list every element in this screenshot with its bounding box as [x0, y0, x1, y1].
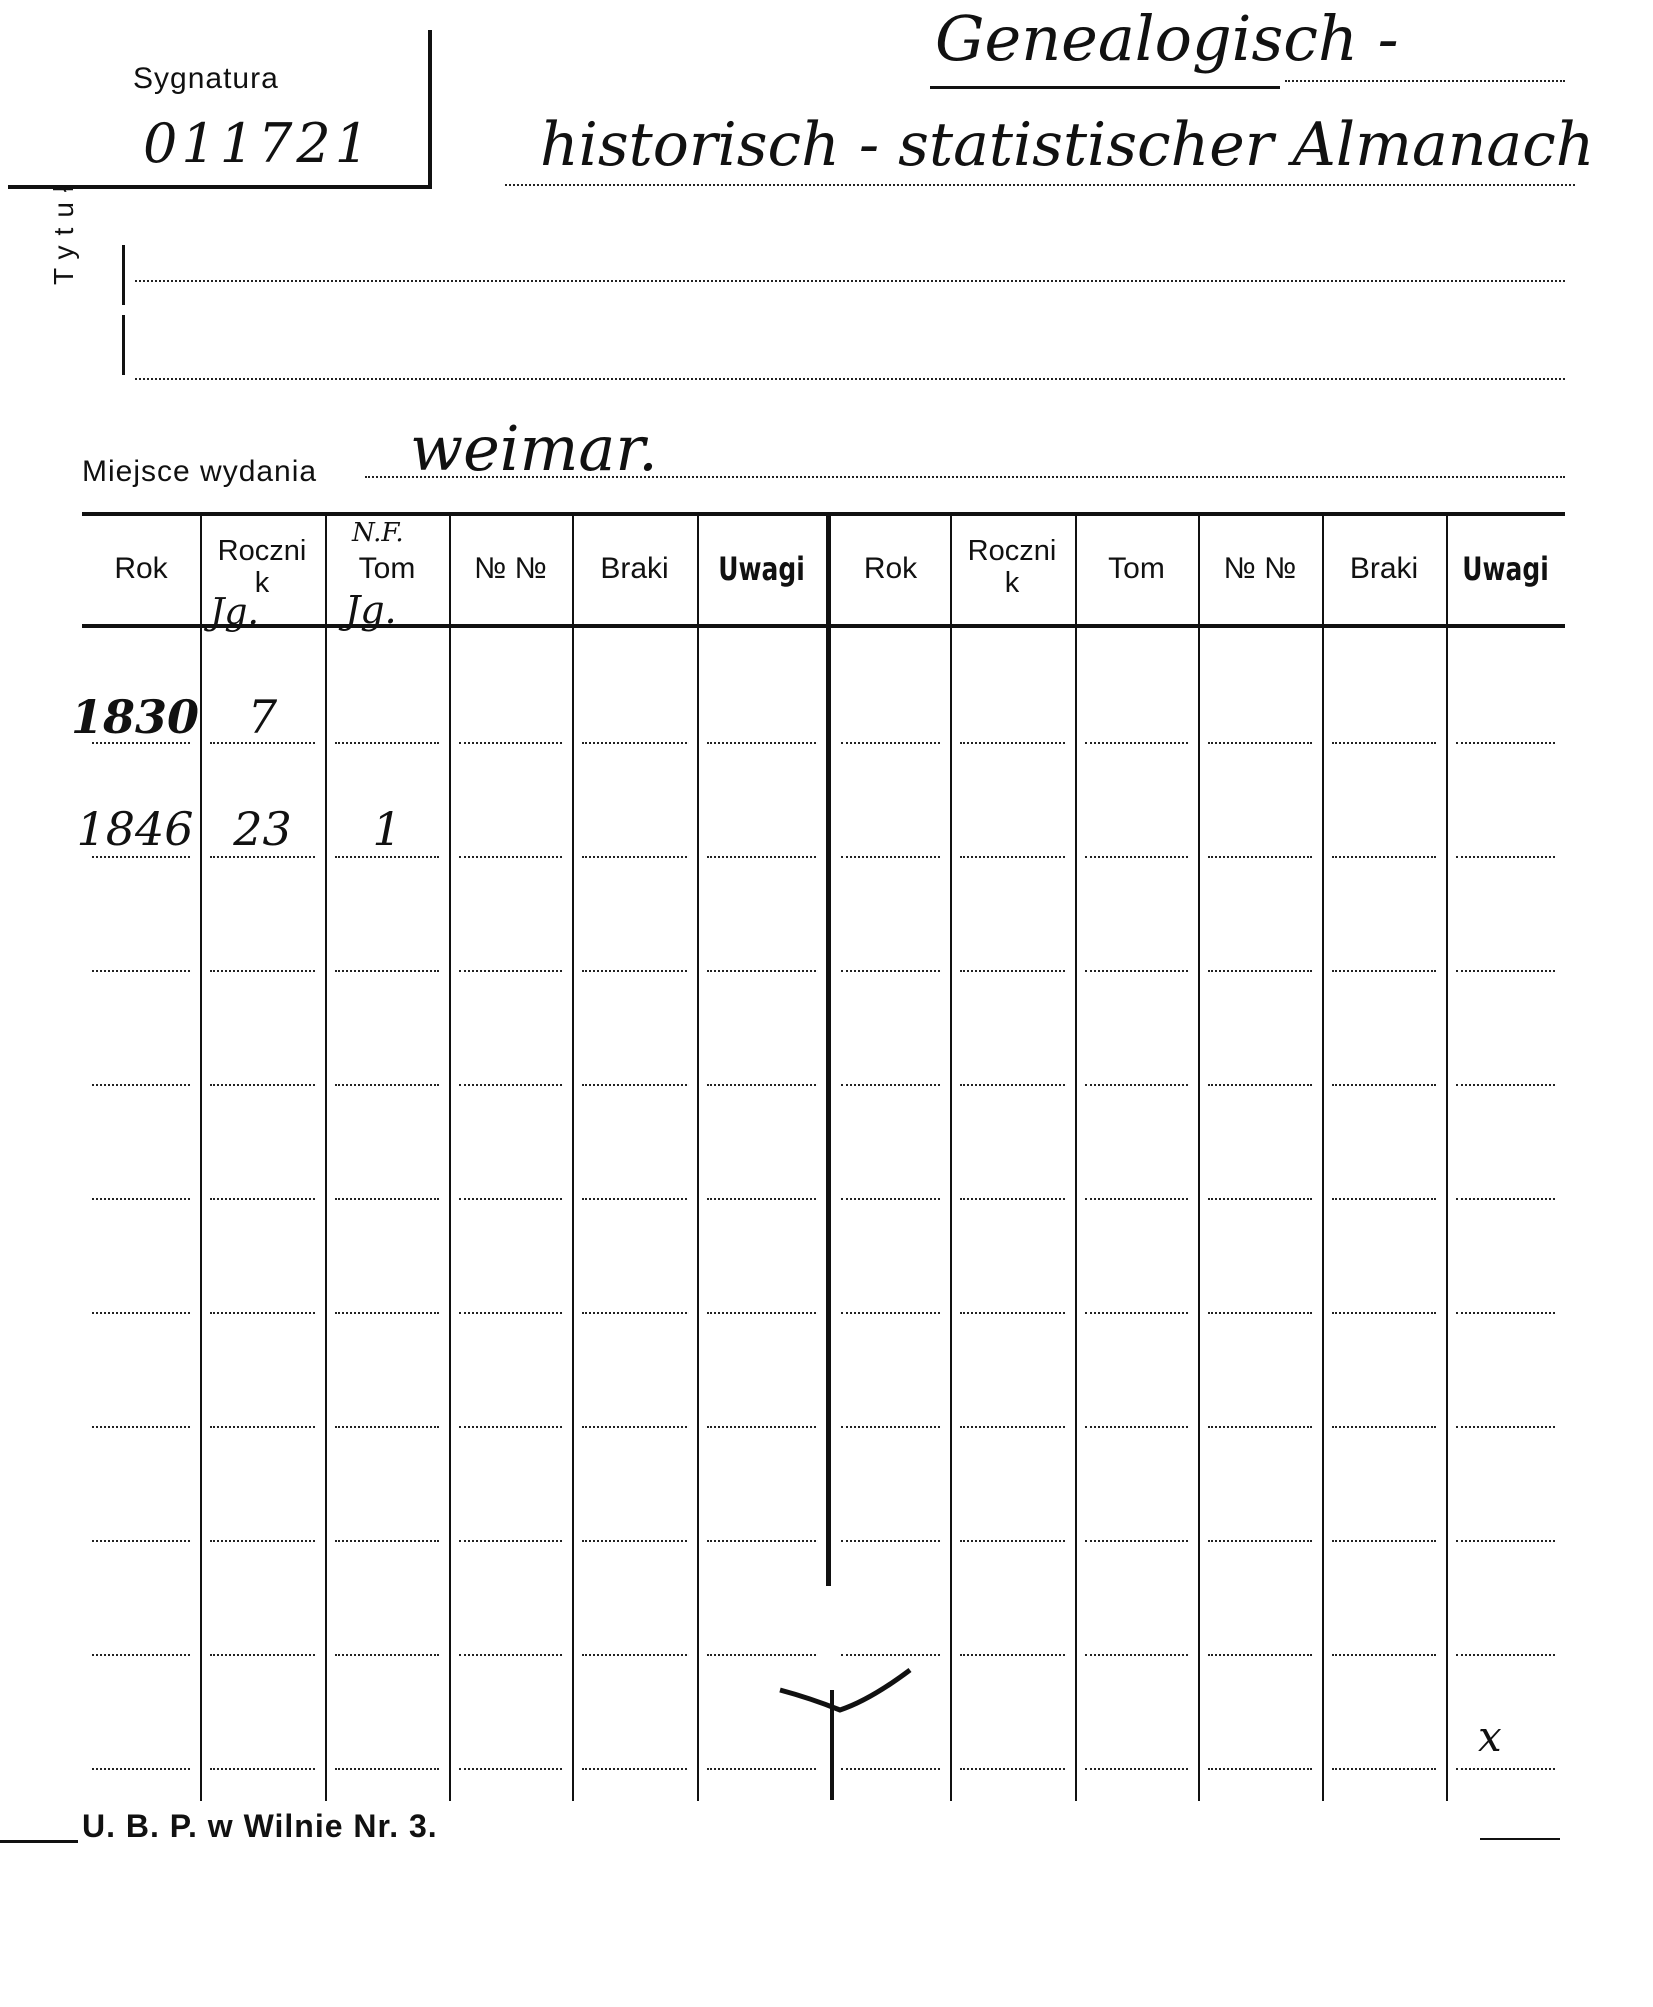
row-dot-line	[1332, 1540, 1436, 1542]
row-dot-line	[707, 970, 816, 972]
row-dot-line	[582, 1084, 687, 1086]
row-dot-line	[960, 856, 1065, 858]
table-header-rule	[82, 624, 1565, 628]
row-dot-line	[707, 1654, 816, 1656]
row-dot-line	[459, 1198, 562, 1200]
pen-stroke	[770, 1660, 920, 1740]
row-dot-line	[841, 1198, 940, 1200]
header-tom-right: Tom	[1108, 552, 1165, 585]
row-dot-line	[960, 1198, 1065, 1200]
row-dot-line	[1456, 1654, 1555, 1656]
row-dot-line	[92, 1768, 190, 1770]
row-dot-line	[1456, 1198, 1555, 1200]
row-dot-line	[459, 1084, 562, 1086]
row-dot-line	[582, 1312, 687, 1314]
title-line1-dots	[1285, 80, 1565, 82]
row-dot-line	[459, 1768, 562, 1770]
row-dot-line	[1085, 1312, 1188, 1314]
row-dot-line	[1085, 1768, 1188, 1770]
header-numery-left: № №	[474, 552, 547, 585]
table-top-rule	[82, 512, 1565, 516]
row-dot-line	[1208, 970, 1312, 972]
row-dot-line	[960, 1654, 1065, 1656]
row-dot-line	[1332, 1768, 1436, 1770]
header-rocznik-note: Jg.	[210, 592, 259, 633]
row-dot-line	[1208, 1312, 1312, 1314]
row-dot-line	[335, 856, 439, 858]
row-dot-line	[960, 1312, 1065, 1314]
row-dot-line	[707, 1768, 816, 1770]
row-dot-line	[1332, 1654, 1436, 1656]
footer-right-rule	[1480, 1838, 1560, 1840]
row-dot-line	[210, 856, 315, 858]
row-dot-line	[1085, 1198, 1188, 1200]
row-dot-line	[841, 742, 940, 744]
row-dot-line	[459, 856, 562, 858]
col-line	[572, 516, 574, 1801]
row-dot-line	[582, 856, 687, 858]
row-dot-line	[707, 742, 816, 744]
footer-left-rule	[0, 1840, 78, 1843]
footer-text: U. B. P. w Wilnie Nr. 3.	[82, 1808, 438, 1844]
row-dot-line	[1456, 1426, 1555, 1428]
row-dot-line	[1456, 1084, 1555, 1086]
signature-label: Sygnatura	[133, 62, 279, 95]
row-dot-line	[1332, 1426, 1436, 1428]
row-dot-line	[1208, 1198, 1312, 1200]
row1-rocznik: 7	[247, 690, 278, 744]
header-uwagi-right: Uwagi	[1462, 550, 1549, 588]
row-dot-line	[841, 1426, 940, 1428]
row-dot-line	[841, 1768, 940, 1770]
row-dot-line	[1085, 1654, 1188, 1656]
row-dot-line	[960, 1768, 1065, 1770]
row-dot-line	[1332, 1084, 1436, 1086]
row-dot-line	[1332, 1198, 1436, 1200]
row-dot-line	[92, 1084, 190, 1086]
header-braki-left: Braki	[600, 552, 669, 585]
row-dot-line	[960, 1540, 1065, 1542]
row-dot-line	[707, 1312, 816, 1314]
row-dot-line	[1085, 970, 1188, 972]
header-tom-note: Jg.	[345, 588, 397, 632]
row-dot-line	[92, 742, 190, 744]
row-dot-line	[582, 1654, 687, 1656]
row-dot-line	[210, 970, 315, 972]
header-rocznik-left: Rocznik	[217, 535, 307, 599]
row-dot-line	[210, 1084, 315, 1086]
row-dot-line	[210, 1768, 315, 1770]
row-dot-line	[582, 1426, 687, 1428]
row-dot-line	[1208, 1540, 1312, 1542]
header-braki-right: Braki	[1349, 552, 1419, 585]
row-dot-line	[1456, 856, 1555, 858]
place-label: Miejsce wydania	[82, 455, 318, 488]
signature-value: 011721	[143, 112, 374, 175]
title-line2-dots	[505, 184, 1575, 186]
row-dot-line	[210, 742, 315, 744]
col-line	[697, 516, 699, 1801]
row-dot-line	[92, 970, 190, 972]
header-tom-left: Tom	[358, 552, 416, 585]
row-dot-line	[92, 1654, 190, 1656]
row-dot-line	[459, 1312, 562, 1314]
place-value: weimar.	[410, 412, 658, 485]
row-dot-line	[1456, 1540, 1555, 1542]
col-line	[1446, 516, 1448, 1801]
row-dot-line	[335, 1768, 439, 1770]
row-dot-line	[582, 970, 687, 972]
row-dot-line	[582, 1540, 687, 1542]
row2-rocznik: 23	[233, 802, 292, 856]
tytul-bracket-1	[122, 245, 125, 305]
row-dot-line	[582, 742, 687, 744]
row-dot-line	[841, 1312, 940, 1314]
row-dot-line	[960, 970, 1065, 972]
row1-rok: 1830	[70, 690, 200, 744]
row-dot-line	[1332, 856, 1436, 858]
row-dot-line	[1208, 1426, 1312, 1428]
tytul-label: Tytuł	[48, 175, 79, 285]
row-dot-line	[841, 856, 940, 858]
row-dot-line	[707, 1084, 816, 1086]
title-line1: Genealogisch -	[935, 2, 1399, 75]
row-dot-line	[92, 1426, 190, 1428]
row-dot-line	[335, 1540, 439, 1542]
row-dot-line	[1208, 1768, 1312, 1770]
header-rok-right: Rok	[863, 552, 918, 585]
row-dot-line	[1085, 1540, 1188, 1542]
row-dot-line	[335, 1426, 439, 1428]
row-dot-line	[335, 1084, 439, 1086]
row-dot-line	[841, 970, 940, 972]
header-tom-note-top: N.F.	[352, 518, 404, 548]
row-dot-line	[1456, 1768, 1555, 1770]
col-line	[1075, 516, 1077, 1801]
row-dot-line	[960, 1084, 1065, 1086]
row-dot-line	[1456, 742, 1555, 744]
row-dot-line	[210, 1198, 315, 1200]
row-dot-line	[707, 1426, 816, 1428]
row-dot-line	[707, 1540, 816, 1542]
row-dot-line	[1208, 1084, 1312, 1086]
col-line	[325, 516, 327, 1801]
row-dot-line	[582, 1198, 687, 1200]
row-dot-line	[960, 742, 1065, 744]
row-dot-line	[92, 1198, 190, 1200]
title-line1-underline	[930, 86, 1280, 89]
col-line	[1198, 516, 1200, 1801]
col-divider-center	[826, 516, 831, 1586]
col-line	[950, 516, 952, 1801]
row-dot-line	[1208, 1654, 1312, 1656]
row-dot-line	[1085, 1084, 1188, 1086]
row-dot-line	[707, 856, 816, 858]
place-dots	[365, 476, 1565, 478]
tytul-bracket-2	[122, 315, 125, 375]
row-dot-line	[1332, 742, 1436, 744]
row-dot-line	[1208, 742, 1312, 744]
row-dot-line	[92, 1312, 190, 1314]
row-dot-line	[1085, 1426, 1188, 1428]
col-line	[449, 516, 451, 1801]
row-dot-line	[459, 970, 562, 972]
row-dot-line	[1332, 970, 1436, 972]
tytul-dots-2	[135, 378, 1565, 380]
col-line	[1322, 516, 1324, 1801]
row-dot-line	[1085, 742, 1188, 744]
row-dot-line	[582, 1768, 687, 1770]
row-dot-line	[707, 1198, 816, 1200]
row-dot-line	[841, 1654, 940, 1656]
row-dot-line	[210, 1312, 315, 1314]
row-dot-line	[335, 1654, 439, 1656]
row-dot-line	[459, 1540, 562, 1542]
row-dot-line	[92, 1540, 190, 1542]
row-dot-line	[1208, 856, 1312, 858]
row-dot-line	[841, 1084, 940, 1086]
header-numery-right: № №	[1223, 552, 1297, 585]
row-dot-line	[335, 1312, 439, 1314]
header-rok-left: Rok	[114, 552, 168, 585]
title-line2: historisch - statistischer Almanach	[540, 110, 1595, 180]
row-dot-line	[1085, 856, 1188, 858]
tytul-dots-1	[135, 280, 1565, 282]
check-mark: x	[1478, 1712, 1502, 1761]
row2-tom: 1	[372, 802, 402, 856]
row-dot-line	[210, 1540, 315, 1542]
row-dot-line	[1332, 1312, 1436, 1314]
row-dot-line	[459, 1426, 562, 1428]
row-dot-line	[459, 1654, 562, 1656]
row-dot-line	[841, 1540, 940, 1542]
row-dot-line	[92, 856, 190, 858]
row-dot-line	[1456, 1312, 1555, 1314]
row-dot-line	[335, 970, 439, 972]
row-dot-line	[335, 1198, 439, 1200]
row-dot-line	[459, 742, 562, 744]
row2-rok: 1846	[76, 802, 194, 856]
row-dot-line	[960, 1426, 1065, 1428]
header-rocznik-right: Rocznik	[967, 535, 1057, 599]
row-dot-line	[210, 1654, 315, 1656]
row-dot-line	[335, 742, 439, 744]
row-dot-line	[1456, 970, 1555, 972]
row-dot-line	[210, 1426, 315, 1428]
header-uwagi-left: Uwagi	[718, 550, 805, 588]
